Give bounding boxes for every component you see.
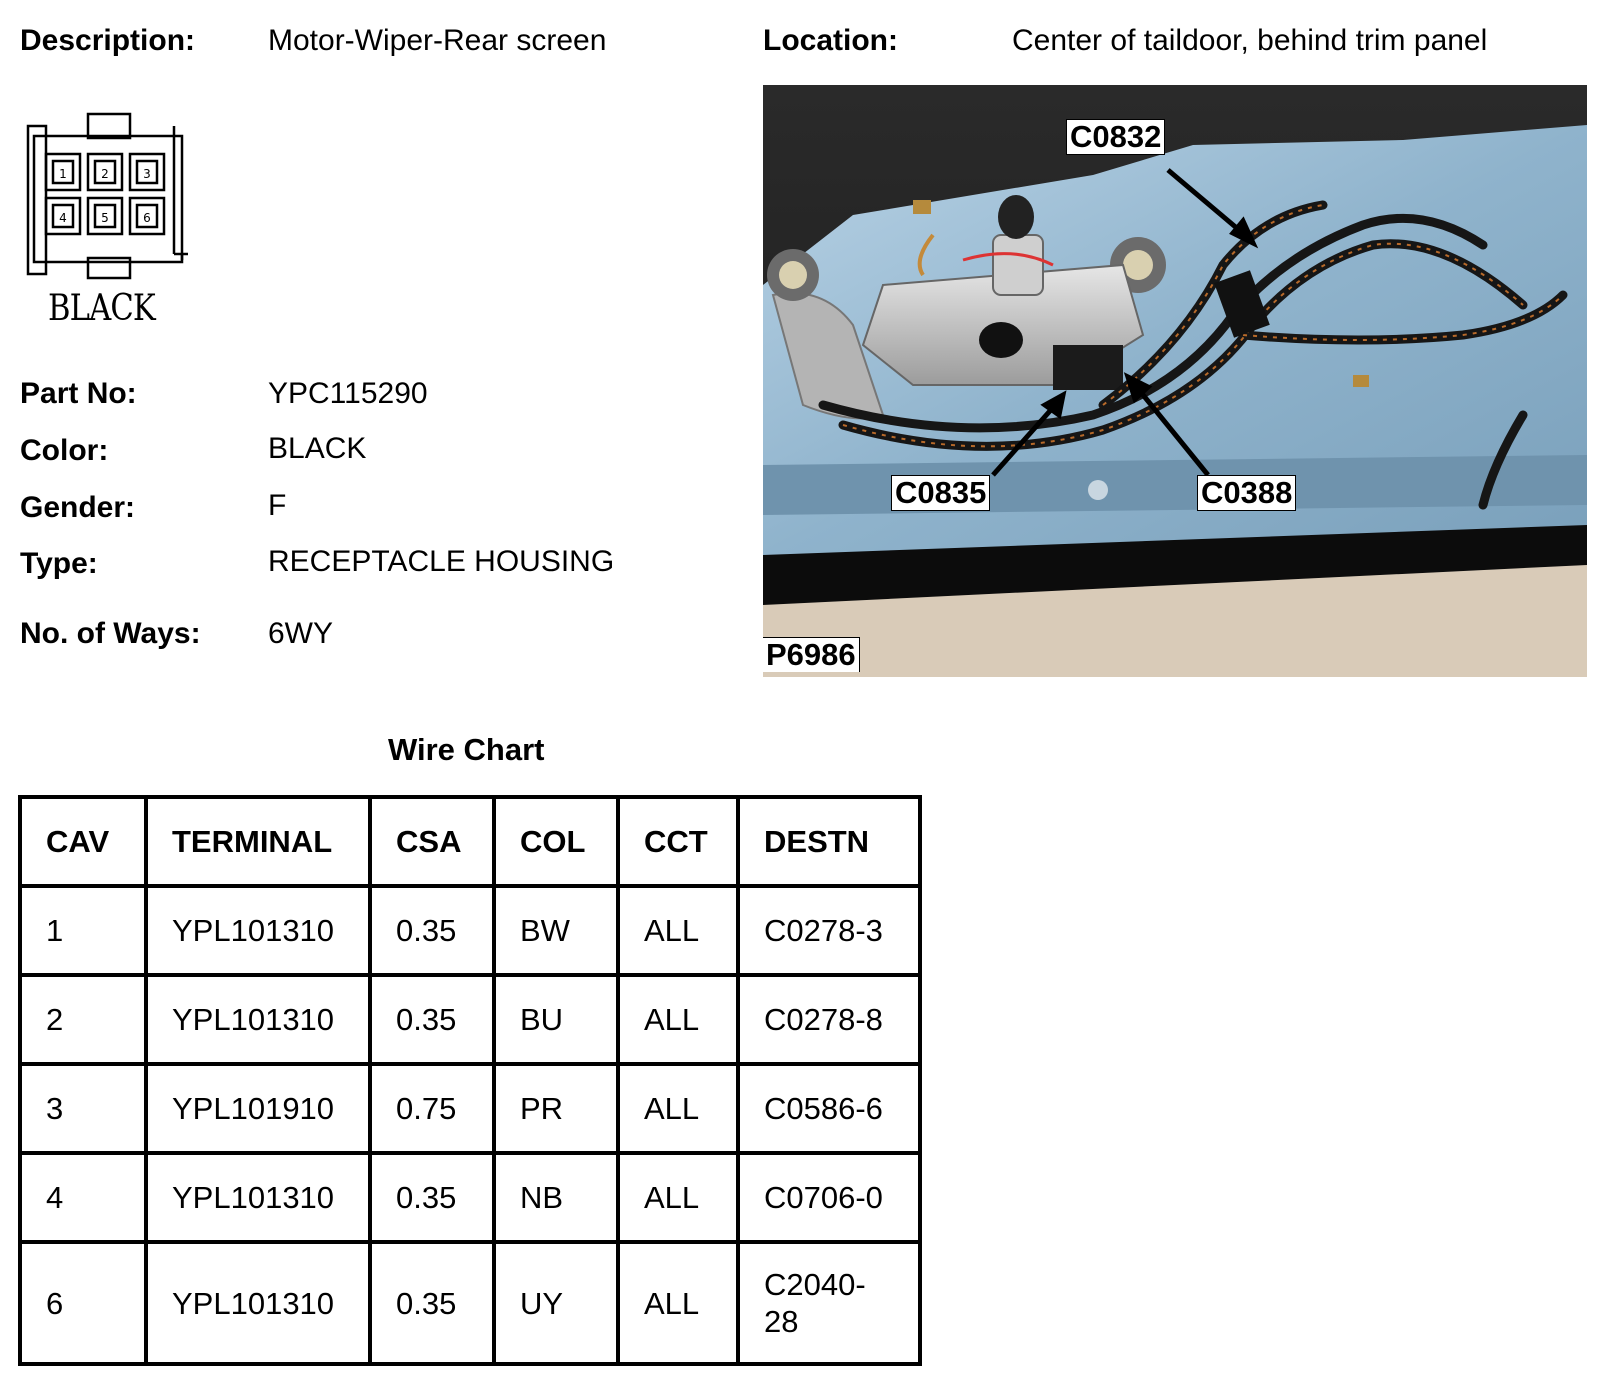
col-header-cav: CAV [20, 797, 146, 886]
cell-cct: ALL [618, 1242, 738, 1364]
cell-cct: ALL [618, 1064, 738, 1153]
table-row [20, 1242, 920, 1364]
cell-cct: ALL [618, 1153, 738, 1242]
cell-cav: 6 [20, 1242, 146, 1364]
gender-value: F [268, 489, 287, 522]
cell-terminal: YPL101310 [146, 886, 370, 975]
ways-value: 6WY [268, 617, 334, 650]
cell-destn: C0586-6 [738, 1064, 920, 1153]
location-photo [763, 85, 1587, 677]
table-row [20, 886, 920, 975]
wire-chart-title: Wire Chart [388, 732, 545, 767]
col-header-terminal: TERMINAL [146, 797, 370, 886]
taildoor-photo-illustration [763, 85, 1587, 677]
cell-col: UY [494, 1242, 618, 1364]
cell-terminal: YPL101910 [146, 1064, 370, 1153]
pin-number: 1 [59, 167, 67, 181]
callout-c0388: C0388 [1197, 475, 1296, 511]
connector-face-diagram [24, 108, 194, 338]
cell-terminal: YPL101310 [146, 975, 370, 1064]
location-label: Location: [763, 24, 898, 57]
color-value: BLACK [268, 432, 367, 465]
part-no-value: YPC115290 [268, 377, 428, 410]
wire-chart-table [18, 795, 922, 1366]
cell-csa: 0.35 [370, 975, 494, 1064]
pin-number: 6 [143, 211, 151, 225]
pin-number: 3 [143, 167, 151, 181]
ways-label: No. of Ways: [20, 617, 201, 650]
description-label: Description: [20, 24, 196, 57]
type-label: Type: [20, 547, 98, 580]
pin-number: 4 [59, 211, 67, 225]
cell-terminal: YPL101310 [146, 1153, 370, 1242]
cell-col: BW [494, 886, 618, 975]
table-row [20, 975, 920, 1064]
col-header-csa: CSA [370, 797, 494, 886]
part-no-label: Part No: [20, 377, 137, 410]
type-value: RECEPTACLE HOUSING [268, 545, 615, 578]
col-header-destn: DESTN [738, 797, 920, 886]
cell-cav: 2 [20, 975, 146, 1064]
cell-csa: 0.35 [370, 886, 494, 975]
col-header-cct: CCT [618, 797, 738, 886]
table-row [20, 1064, 920, 1153]
pin-number: 5 [101, 211, 109, 225]
cell-col: NB [494, 1153, 618, 1242]
photo-reference: P6986 [763, 637, 860, 672]
cell-destn: C2040- 28 [738, 1242, 920, 1364]
location-value: Center of taildoor, behind trim panel [1012, 24, 1488, 57]
cell-col: BU [494, 975, 618, 1064]
cell-destn: C0706-0 [738, 1153, 920, 1242]
callout-c0832: C0832 [1066, 119, 1165, 155]
callout-c0835: C0835 [891, 475, 990, 511]
cell-cav: 1 [20, 886, 146, 975]
table-row [20, 1153, 920, 1242]
cell-terminal: YPL101310 [146, 1242, 370, 1364]
cell-csa: 0.35 [370, 1242, 494, 1364]
connector-color-caption: BLACK [48, 288, 155, 329]
cell-cav: 4 [20, 1153, 146, 1242]
pin-number: 2 [101, 167, 109, 181]
wire-chart-header-row [20, 797, 920, 886]
cell-cav: 3 [20, 1064, 146, 1153]
gender-label: Gender: [20, 491, 136, 524]
color-label: Color: [20, 434, 109, 467]
cell-destn: C0278-3 [738, 886, 920, 975]
col-header-col: COL [494, 797, 618, 886]
cell-cct: ALL [618, 975, 738, 1064]
cell-csa: 0.35 [370, 1153, 494, 1242]
cell-destn: C0278-8 [738, 975, 920, 1064]
cell-csa: 0.75 [370, 1064, 494, 1153]
cell-col: PR [494, 1064, 618, 1153]
cell-cct: ALL [618, 886, 738, 975]
description-value: Motor-Wiper-Rear screen [268, 24, 607, 57]
